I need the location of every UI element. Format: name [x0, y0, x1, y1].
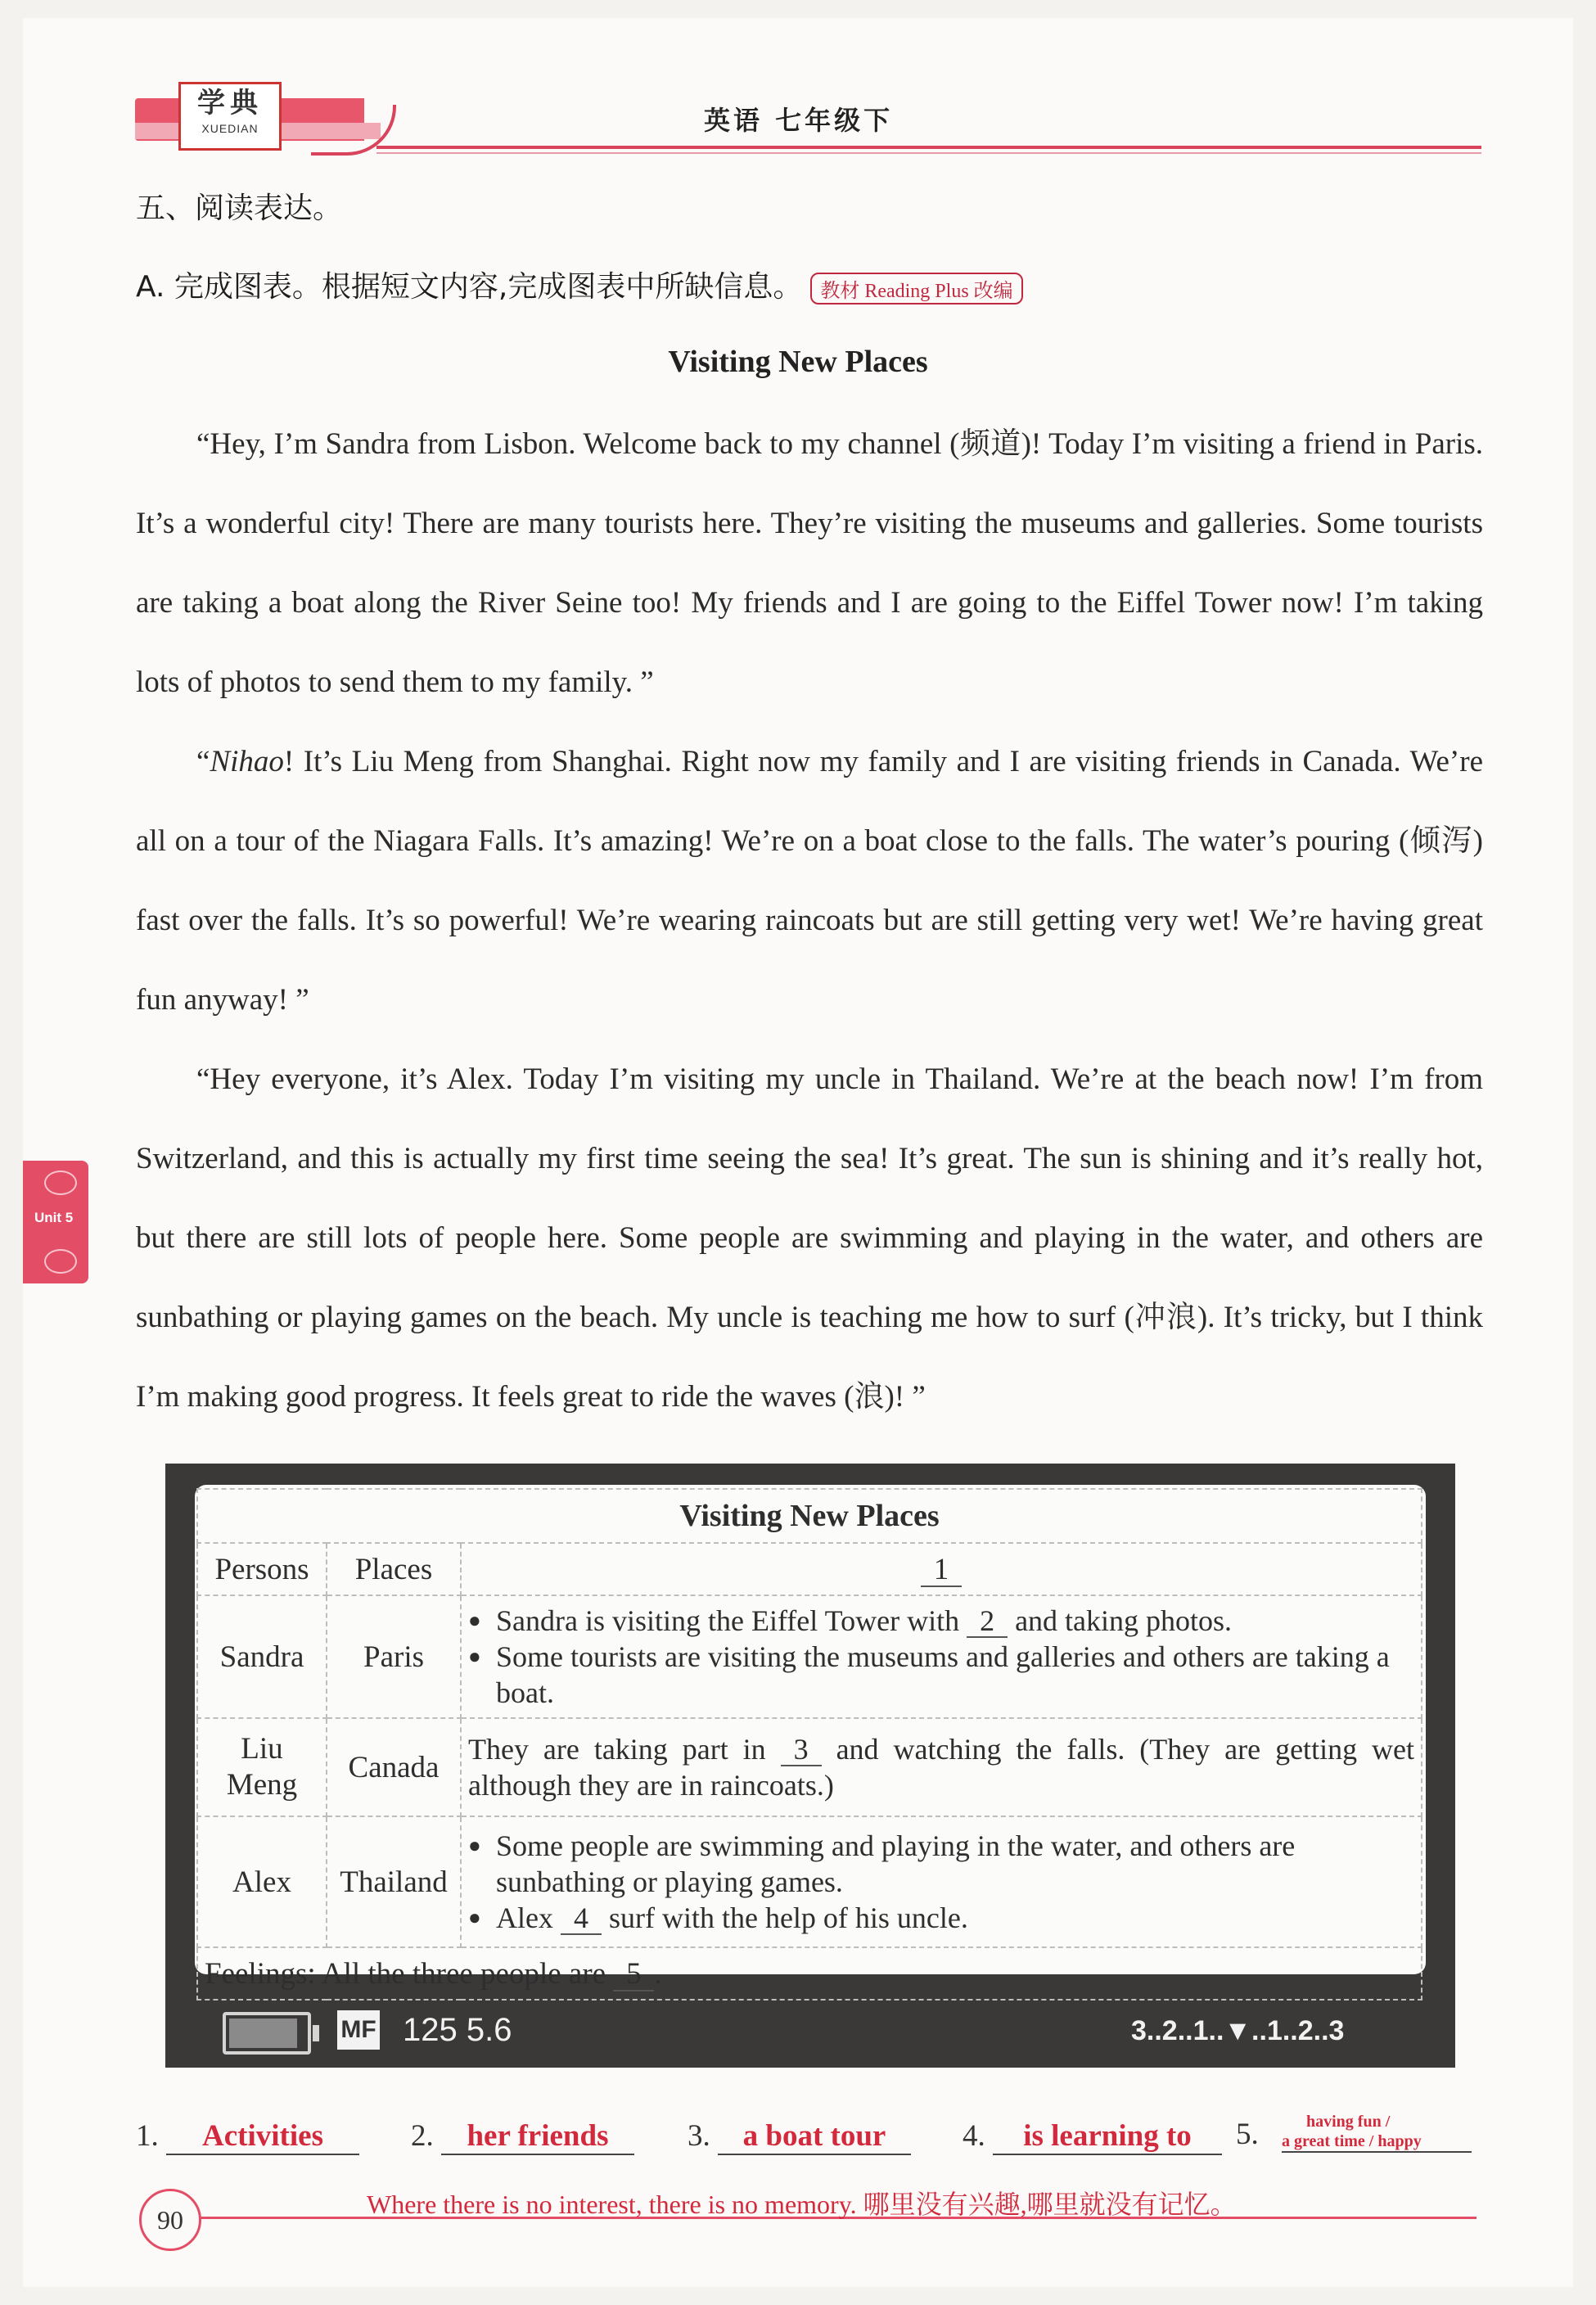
header-persons: Persons [197, 1543, 327, 1595]
detail-liu-meng [461, 1718, 1422, 1816]
list-item [468, 1603, 1414, 1639]
table-header-row [197, 1543, 1422, 1595]
answer-3 [688, 2118, 911, 2155]
battery-level [229, 2019, 297, 2048]
place-canada: Canada [327, 1718, 461, 1816]
task-text: A. 完成图表。根据短文内容,完成图表中所缺信息。 [136, 270, 803, 304]
answer-1 [136, 2118, 359, 2155]
footer-motto: Where there is no interest, there is no memory. 哪里没有兴趣,哪里就没有记忆。 [367, 2190, 1237, 2219]
summary-table [196, 1488, 1422, 2001]
page-number: 90 [139, 2189, 201, 2251]
blank-4[interactable]: 4 [561, 1902, 602, 1935]
answer-number: 4. [963, 2119, 985, 2153]
paragraph-sandra: “Hey, I’m Sandra from Lisbon. Welcome back to my channel (频道)! Today I’m visiting a friend in Paris. It’s a wonderful city! There are many tourists here. They’re visiting the museums and galleries. Some tourists are taking a boat along the River Seine too! My friends and I are going to the Eiffel Tower now! I’m taking lots of photos to send them to my family. ” [136, 427, 1483, 699]
answer-4-text: is learning to [993, 2118, 1222, 2155]
unit-tab-label: Unit 5 [34, 1210, 74, 1225]
alex-text-b: Alex [496, 1901, 553, 1934]
bullet-icon: ● [468, 1644, 481, 1668]
paragraph-liu-meng-text: ! It’s Liu Meng from Shanghai. Right now my family and I are visiting friends in Canada. We’re all on a tour of the Niagara Falls. It’s amazing! We’re on a boat close to the falls. The water’s pouring (倾泻) fast over the falls. It’s so powerful! We’re wearing raincoats but are still getting very wet! We’re having great fun anyway! ” [136, 745, 1483, 1017]
sandra-text-b: and taking photos. [1015, 1604, 1233, 1637]
sandra-text-a: Sandra is visiting the Eiffel Tower with [496, 1604, 960, 1637]
paragraph-liu-meng [136, 722, 1483, 1040]
list-item [468, 1639, 1414, 1711]
sandra-text-c: Some tourists are visiting the museums and galleries and others are taking a boat. [496, 1640, 1390, 1709]
answer-5-line1: having fun / [1306, 2113, 1391, 2131]
manual-focus-badge: MF [337, 2010, 380, 2050]
paragraph-alex: “Hey everyone, it’s Alex. Today I’m visiting my uncle in Thailand. We’re at the beach now! I’m from Switzerland, and this is actually my first time seeing the sea! It’s great. The sun is shining and it’s really hot, but there are still lots of people here. Some people are swimming and playing in the water, and others are sunbathing or playing games on the beach. My uncle is teaching me how to surf (冲浪). It’s tricky, but I think I’m making good progress. It feels great to ride the waves (浪)! ” [136, 1062, 1483, 1414]
table-row [197, 1816, 1422, 1947]
header-rule [376, 146, 1481, 149]
header-blank-cell [461, 1543, 1422, 1595]
unit-tab [23, 1161, 88, 1283]
answer-number: 3. [688, 2119, 710, 2153]
source-badge: 教材 Reading Plus 改编 [810, 273, 1022, 304]
blank-1[interactable]: 1 [921, 1554, 962, 1587]
answer-3-text: a boat tour [718, 2118, 911, 2155]
table-row [197, 1718, 1422, 1816]
person-liu: Liu [241, 1732, 283, 1766]
answer-5-text [1282, 2112, 1472, 2153]
detail-sandra [461, 1595, 1422, 1718]
logo-english: XUEDIAN [201, 122, 259, 135]
passage-title: Visiting New Places [668, 345, 928, 379]
logo-chinese: 学典 [197, 87, 263, 120]
answer-1-text: Activities [166, 2118, 359, 2155]
alex-text-c: surf with the help of his uncle. [608, 1901, 968, 1934]
swirl-ornament-icon [44, 1249, 77, 1274]
battery-icon [223, 2012, 311, 2055]
section-heading: 五、阅读表达。 [136, 192, 343, 225]
exposure-meter: 3..2..1..▼..1..2..3 [1131, 2015, 1345, 2046]
answer-number: 2. [411, 2119, 434, 2153]
table-title-row [197, 1489, 1422, 1543]
feelings-period: . [654, 1956, 662, 1991]
blank-2[interactable]: 2 [967, 1605, 1008, 1638]
person-alex: Alex [197, 1816, 327, 1947]
person-meng: Meng [226, 1768, 298, 1802]
blank-5[interactable]: 5 [613, 1959, 654, 1992]
place-paris: Paris [327, 1595, 461, 1718]
bullet-icon: ● [468, 1608, 481, 1632]
bullet-icon: ● [468, 1906, 481, 1929]
wing-ornament-icon [44, 1171, 77, 1195]
answer-2-text: her friends [441, 2118, 634, 2155]
blank-3[interactable]: 3 [781, 1734, 822, 1766]
person-sandra: Sandra [197, 1595, 327, 1718]
place-thailand: Thailand [327, 1816, 461, 1947]
liu-text-b: and watching the falls. (They are getting wet although they are in raincoats.) [468, 1733, 1414, 1802]
table-row [197, 1595, 1422, 1718]
answer-2 [411, 2118, 634, 2155]
detail-alex [461, 1816, 1422, 1947]
table-title: Visiting New Places [197, 1489, 1422, 1543]
header-places: Places [327, 1543, 461, 1595]
quote-open: “ [196, 745, 210, 778]
nihao-word: Nihao [210, 745, 284, 778]
feelings-text: Feelings: All the three people are [205, 1956, 606, 1991]
publisher-logo [178, 82, 282, 151]
answer-5 [1236, 2113, 1422, 2152]
task-instruction [136, 264, 1023, 305]
answer-number: 1. [136, 2119, 159, 2153]
list-item [468, 1828, 1414, 1900]
answer-4 [963, 2118, 1222, 2155]
exposure-readout: 125 5.6 [403, 2012, 512, 2048]
book-title: 英语 七年级下 [704, 105, 894, 136]
alex-text-a: Some people are swimming and playing in the water, and others are sunbathing or playing games. [496, 1829, 1296, 1898]
bullet-icon: ● [468, 1834, 481, 1857]
person-liu-meng [197, 1718, 327, 1816]
liu-text-a: They are taking part in [468, 1733, 766, 1766]
camera-status-bar [165, 1991, 1455, 2068]
header-rule-thin [376, 152, 1481, 154]
list-item [468, 1900, 1414, 1936]
answer-number: 5. [1236, 2118, 1259, 2151]
answer-5-line2: a great time / happy [1282, 2132, 1422, 2150]
